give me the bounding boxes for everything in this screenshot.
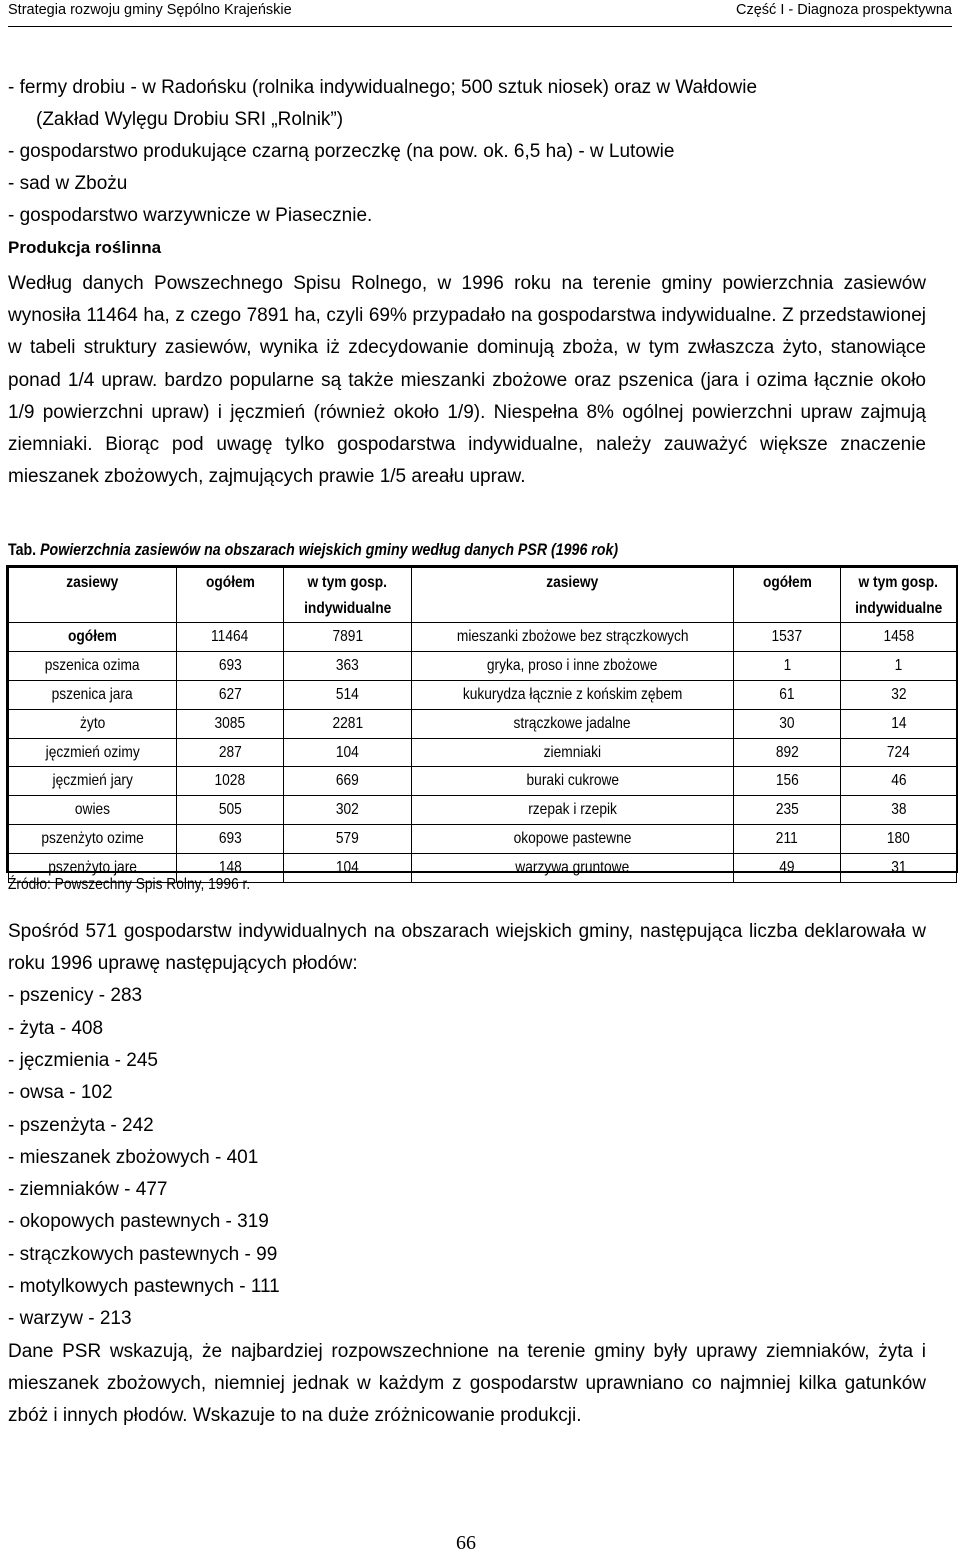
table-cell: 287 [177, 738, 284, 767]
table-cell: 104 [284, 738, 412, 767]
table-cell: pszenica ozima [9, 651, 177, 680]
table-caption-title: Powierzchnia zasiewów na obszarach wiejskich gminy według danych PSR (1996 rok) [36, 541, 619, 559]
table-cell: 3085 [177, 709, 284, 738]
table-cell: 1 [841, 651, 957, 680]
table-cell: 148 [177, 854, 284, 883]
table-cell: rzepak i rzepik [412, 796, 734, 825]
header-total: ogółem [177, 568, 284, 623]
crop-area-table [6, 565, 958, 877]
table-cell: 514 [284, 680, 412, 709]
page-header [8, 0, 952, 27]
table-row [9, 738, 957, 767]
table-cell: 2281 [284, 709, 412, 738]
table-cell: 156 [734, 767, 841, 796]
table-row [9, 767, 957, 796]
table-cell: buraki cukrowe [412, 767, 734, 796]
table-row [9, 825, 957, 854]
table-cell: 669 [284, 767, 412, 796]
table-cell: kukurydza łącznie z końskim zębem [412, 680, 734, 709]
crop-list-item: - pszenżyta - 242 [8, 1114, 154, 1136]
table-cell: 211 [734, 825, 841, 854]
header-title: Strategia rozwoju gminy Sępólno Krajeńskie [8, 2, 292, 18]
header-individual: w tym gosp. indywidualne [284, 568, 412, 623]
intro-section [8, 72, 926, 493]
table-cell: jęczmień ozimy [9, 738, 177, 767]
header-crop: zasiewy [9, 568, 177, 623]
table-cell: warzywa gruntowe [412, 854, 734, 883]
crop-list-item: - strączkowych pastewnych - 99 [8, 1243, 278, 1265]
table-row [9, 623, 957, 652]
crop-list [8, 980, 926, 1335]
table-cell: żyto [9, 709, 177, 738]
households-section [8, 916, 926, 1432]
table-cell: 627 [177, 680, 284, 709]
table-header-row [9, 568, 957, 623]
table-cell: 579 [284, 825, 412, 854]
table-cell: ogółem [9, 623, 177, 652]
table-cell: 61 [734, 680, 841, 709]
table-caption-prefix: Tab. [8, 541, 37, 559]
table-cell: 724 [841, 738, 957, 767]
table-cell: jęczmień jary [9, 767, 177, 796]
intro-line: - fermy drobiu - w Radońsku (rolnika indywidualnego; 500 sztuk niosek) oraz w Wałdowie [8, 77, 758, 98]
table-cell: pszenica jara [9, 680, 177, 709]
table-row [9, 796, 957, 825]
crop-list-item: - jęczmienia - 245 [8, 1050, 158, 1071]
table-cell: 302 [284, 796, 412, 825]
table-cell: 235 [734, 796, 841, 825]
crop-list-item: - warzyw - 213 [8, 1308, 132, 1330]
crop-list-item: - mieszanek zbożowych - 401 [8, 1146, 259, 1168]
paragraph-crop-structure: Według danych Powszechnego Spisu Rolnego, w 1996 roku na terenie gminy powierzchnia zasiewów wynosiła 11464 ha, z czego 7891 ha, czyli 69% przypadało na gospodarstwa indywidualne. Z przedstawionej w tabeli struktury zasiewów, wynika iż zdecydowanie dominują zboża, w tym zwłaszcza żyto, stanowiące ponad 1/4 upraw. bardzo popularne są także mieszanki zbożowe oraz pszenica (jara i ozima łącznie około 1/9 powierzchni upraw) i jęczmień (również około 1/9). Niespełna 8% ogólnej powierzchni upraw zajmują ziemniaki. Biorąc pod uwagę tylko gospodarstwa indywidualne, należy zauważyć większe znaczenie mieszanek zbożowych, zajmujących prawie 1/5 areału upraw. [8, 273, 926, 488]
crop-list-item: - motylkowych pastewnych - 111 [8, 1276, 280, 1298]
table-cell: 505 [177, 796, 284, 825]
table-cell: strączkowe jadalne [412, 709, 734, 738]
intro-line: - gospodarstwo warzywnicze w Piasecznie. [8, 205, 373, 226]
table-cell: okopowe pastewne [412, 825, 734, 854]
header-individual: w tym gosp. indywidualne [841, 568, 957, 623]
crop-list-item: - okopowych pastewnych - 319 [8, 1211, 269, 1233]
table-cell: pszenżyto jare [9, 854, 177, 883]
table-row [9, 651, 957, 680]
table-cell: 104 [284, 854, 412, 883]
table-cell: 32 [841, 680, 957, 709]
table-cell: 1 [734, 651, 841, 680]
table-cell: 30 [734, 709, 841, 738]
table-row [9, 709, 957, 738]
table-cell: 1537 [734, 623, 841, 652]
table-cell: mieszanki zbożowe bez strączkowych [412, 623, 734, 652]
table-cell: owies [9, 796, 177, 825]
table-cell: 363 [284, 651, 412, 680]
intro-line: (Zakład Wylęgu Drobiu SRI „Rolnik”) [36, 109, 344, 130]
table-cell: 180 [841, 825, 957, 854]
section-heading: Produkcja roślinna [8, 238, 162, 257]
table-cell: 892 [734, 738, 841, 767]
table-cell: 693 [177, 825, 284, 854]
crop-list-item: - owsa - 102 [8, 1082, 113, 1104]
table-cell: pszenżyto ozime [9, 825, 177, 854]
table-cell: gryka, proso i inne zbożowe [412, 651, 734, 680]
table-cell: 38 [841, 796, 957, 825]
table-cell: 1458 [841, 623, 957, 652]
table-cell: ziemniaki [412, 738, 734, 767]
crop-list-item: - ziemniaków - 477 [8, 1179, 168, 1201]
table-cell: 7891 [284, 623, 412, 652]
table-cell: 31 [841, 854, 957, 883]
table-cell: 49 [734, 854, 841, 883]
paragraph-households: Spośród 571 gospodarstw indywidualnych na obszarach wiejskich gminy, następująca liczba deklarowała w roku 1996 uprawę następujących płodów: [8, 921, 926, 975]
header-crop: zasiewy [412, 568, 734, 623]
table-source: Źródło: Powszechny Spis Rolny, 1996 r. [8, 876, 251, 893]
table-caption [8, 538, 618, 562]
table-cell: 11464 [177, 623, 284, 652]
table-cell: 1028 [177, 767, 284, 796]
table-cell: 693 [177, 651, 284, 680]
page-number: 66 [456, 1532, 476, 1554]
table-cell: 14 [841, 709, 957, 738]
paragraph-conclusion: Dane PSR wskazują, że najbardziej rozpowszechnione na terenie gminy były uprawy ziemniaków, żyta i mieszanek zbożowych, niemniej jednak w każdym z gospodarstw uprawniano co najmniej kilka gatunków zbóż i innych płodów. Wskazuje to na duże zróżnicowanie produkcji. [8, 1340, 926, 1427]
table-row [9, 680, 957, 709]
header-total: ogółem [734, 568, 841, 623]
table-cell: 46 [841, 767, 957, 796]
intro-line: - gospodarstwo produkujące czarną porzeczkę (na pow. ok. 6,5 ha) - w Lutowie [8, 141, 675, 162]
header-section: Część I - Diagnoza prospektywna [736, 2, 952, 18]
crop-list-item: - żyta - 408 [8, 1017, 104, 1039]
crop-list-item: - pszenicy - 283 [8, 985, 143, 1007]
intro-line: - sad w Zbożu [8, 173, 128, 194]
